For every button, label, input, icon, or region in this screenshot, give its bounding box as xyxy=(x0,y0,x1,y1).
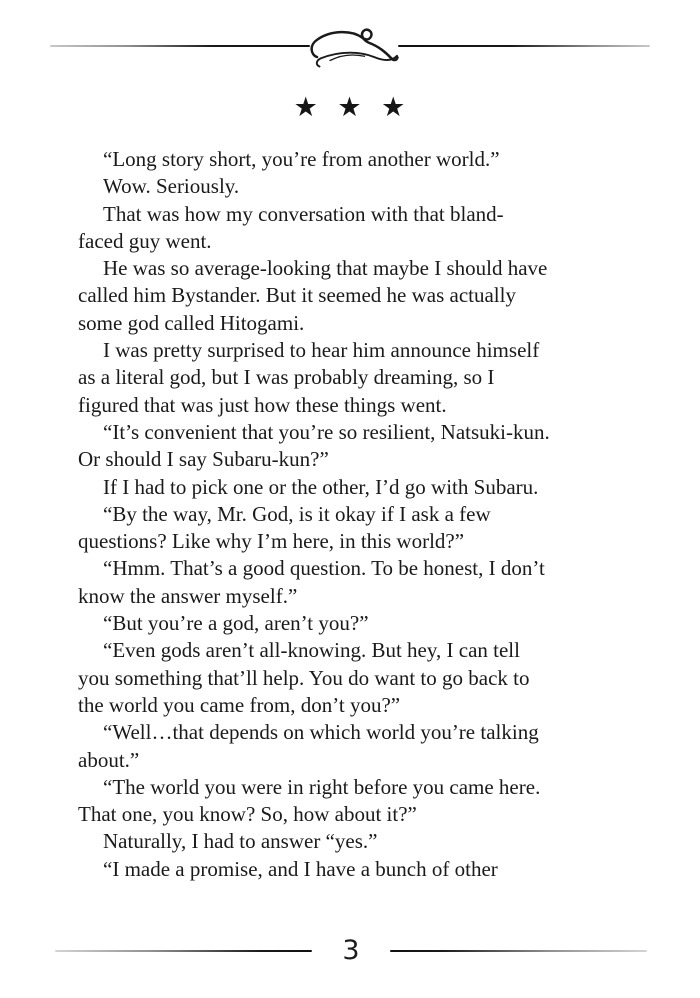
text-line: Wow. Seriously. xyxy=(103,174,240,199)
body-text xyxy=(78,146,638,883)
text-line: called him Bystander. But it seemed he was actually xyxy=(78,283,516,308)
text-line: know the answer myself.” xyxy=(78,583,298,608)
top-divider xyxy=(50,28,650,70)
footer-rule-left xyxy=(55,950,312,953)
text-line: I was pretty surprised to hear him announce himself xyxy=(103,338,540,363)
text-line: figured that was just how these things went. xyxy=(78,392,447,417)
text-line: “I made a promise, and I have a bunch of other xyxy=(103,856,498,881)
text-line: If I had to pick one or the other, I’d go with Subaru. xyxy=(103,474,539,499)
text-line: Or should I say Subaru-kun?” xyxy=(78,447,329,472)
page-number: 3 xyxy=(342,935,360,966)
text-line: you something that’ll help. You do want to go back to xyxy=(78,665,530,690)
text-line: “It’s convenient that you’re so resilient, Natsuki-kun. xyxy=(103,419,550,444)
page-footer xyxy=(55,936,647,966)
text-line: He was so average-looking that maybe I should have xyxy=(103,256,548,281)
divider-rule-left xyxy=(50,45,310,47)
text-line: That one, you know? So, how about it?” xyxy=(78,802,417,827)
text-line: “By the way, Mr. God, is it okay if I ask a few xyxy=(103,501,491,526)
text-line: “Even gods aren’t all-knowing. But hey, I can tell xyxy=(103,638,520,663)
calligraphic-flourish-icon xyxy=(306,28,400,70)
text-line: “The world you were in right before you came here. xyxy=(103,774,541,799)
text-line: faced guy went. xyxy=(78,228,212,253)
text-line: some god called Hitogami. xyxy=(78,310,305,335)
text-line: Naturally, I had to answer “yes.” xyxy=(103,829,378,854)
text-line: “Well…that depends on which world you’re talking xyxy=(103,720,539,745)
text-line: as a literal god, but I was probably dreaming, so I xyxy=(78,365,495,390)
text-line: about.” xyxy=(78,747,140,772)
text-line: “Long story short, you’re from another world.” xyxy=(103,147,500,171)
text-line: “Hmm. That’s a good question. To be honest, I don’t xyxy=(103,556,545,581)
divider-rule-right xyxy=(398,45,650,47)
text-line: “But you’re a god, aren’t you?” xyxy=(103,611,369,636)
footer-rule-right xyxy=(390,950,647,953)
text-line: the world you came from, don’t you?” xyxy=(78,692,401,717)
text-line: questions? Like why I’m here, in this world?” xyxy=(78,529,465,554)
text-line: That was how my conversation with that bland- xyxy=(103,201,504,226)
scene-break-stars: ★ ★ ★ xyxy=(293,92,407,123)
